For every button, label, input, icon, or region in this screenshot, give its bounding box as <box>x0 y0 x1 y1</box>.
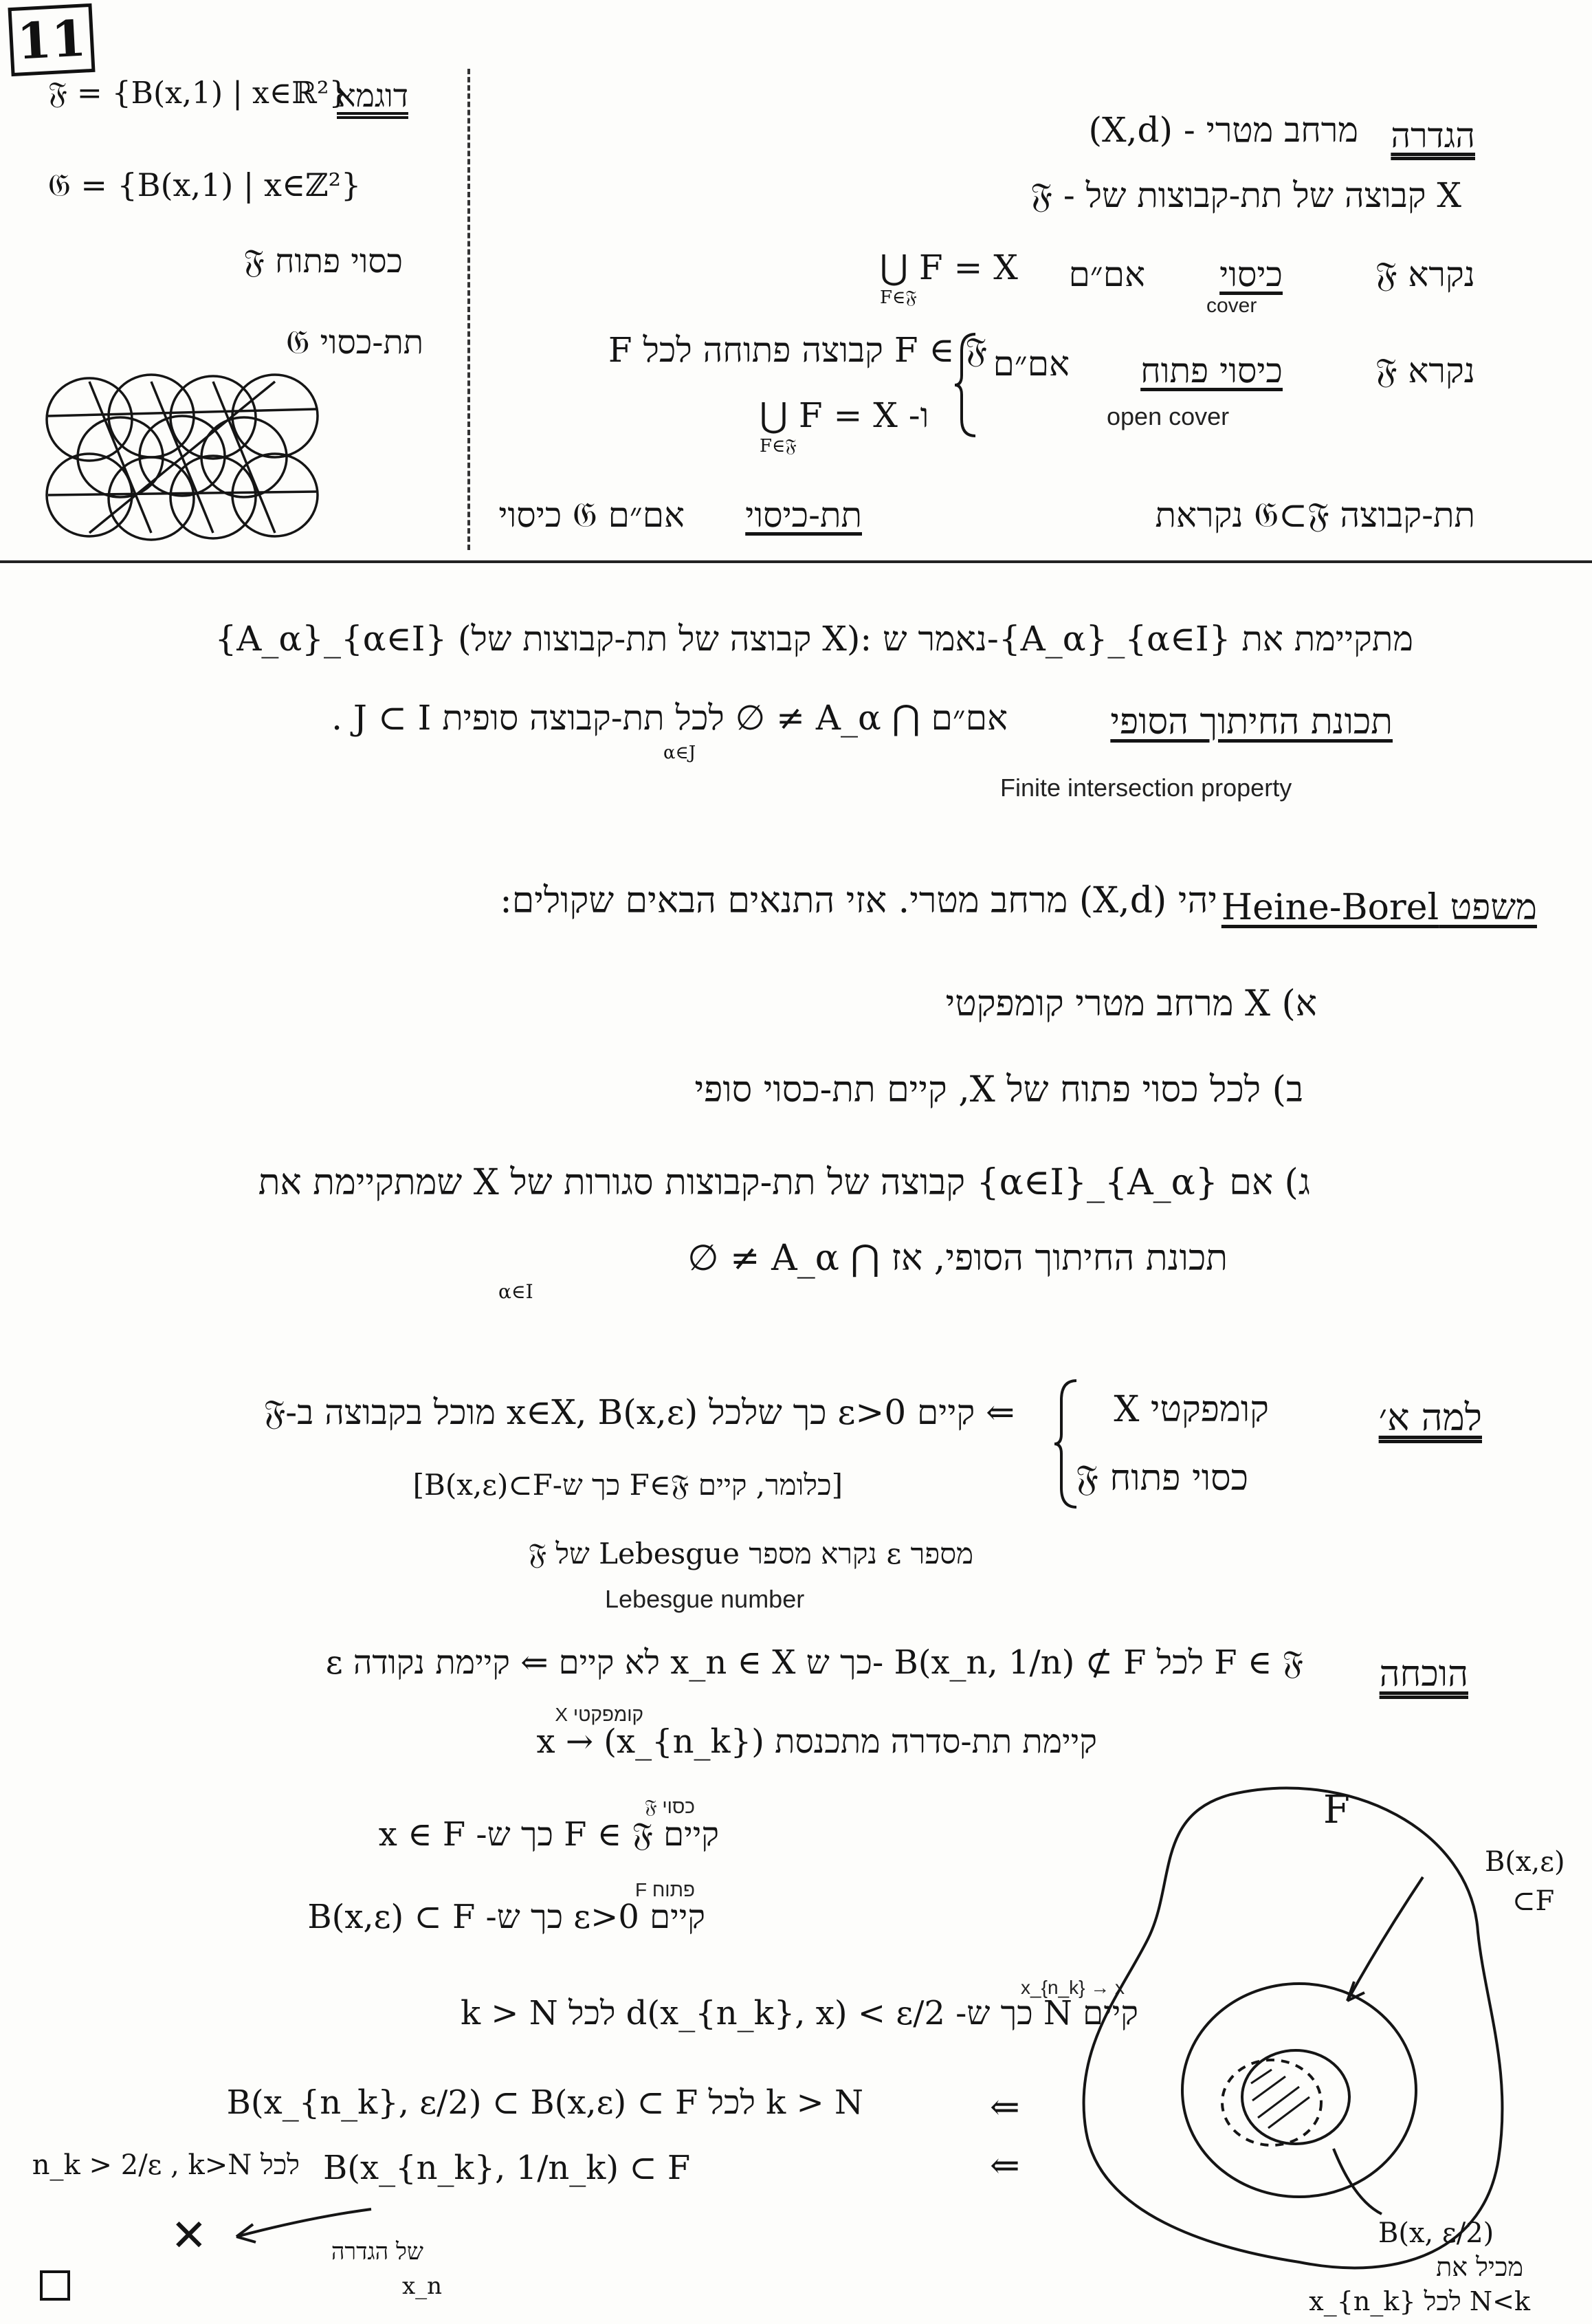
definition-line-3a: 𝔉 נקרא <box>1375 254 1475 294</box>
overlapping-balls-sketch <box>41 368 344 553</box>
fip-index: α∈J <box>663 743 696 763</box>
lemma-hyp-2: 𝔉 כסוי פתוח <box>1076 1458 1248 1499</box>
definition-union-cover: ⋃ F = X <box>880 248 1018 287</box>
definition-line-4a: 𝔉 נקרא <box>1375 351 1475 391</box>
figure-label-ball-half: B(x, ε/2) <box>1378 2217 1494 2249</box>
theorem-line-1: יהי (X,d) מרחב מטרי. אזי התנאים הבאים שקולים: <box>500 880 1217 921</box>
section-divider <box>0 560 1592 563</box>
figure-label-contains-1: מכיל את <box>1436 2252 1523 2282</box>
definition-line-4e-index: F∈𝔉 <box>760 436 797 457</box>
example-family-g: 𝔊 = {B(x,1) | x∈ℤ²} <box>48 166 362 204</box>
definition-line-4d: F קבוצה פתוחה לכל F ∈ 𝔉 <box>608 330 987 370</box>
fip-line-2: אם״ם ⋂ A_α ≠ ∅ לכל תת-קבוצה סופית J ⊂ I . <box>331 698 1008 738</box>
proof-implies-7: ⇐ <box>990 2145 1020 2186</box>
definition-open-cover-term: כיסוי פתוח <box>1140 351 1283 391</box>
figure-label-ball-eps: B(x,ε) <box>1485 1846 1565 1878</box>
proof-label: הוכחה <box>1379 1654 1468 1695</box>
proof-line-5: קיים N כך ש- d(x_{n_k}, x) < ε/2 לכל k > N <box>460 1994 1138 2032</box>
definition-cover-term: כיסוי <box>1219 254 1283 294</box>
definition-union-cover-index: F∈𝔉 <box>880 287 917 308</box>
definition-line-4e: ⋃ F = X -ו <box>760 395 929 435</box>
lebesgue-definition: מספר ε נקרא מספר Lebesgue של 𝔉 <box>528 1537 973 1570</box>
vertical-divider <box>467 69 470 550</box>
page-number: 11 <box>8 3 95 76</box>
definition-line-1: (X,d) - מרחב מטרי <box>1088 110 1358 150</box>
proof-line-7-condition: n_k > 2/ε , k>N לכל <box>32 2149 300 2181</box>
definition-label: הגדרה <box>1391 116 1475 155</box>
proof-line-5-reason: x_{n_k} → x <box>1021 1977 1125 1998</box>
brace-sketch <box>952 330 980 440</box>
fip-english: Finite intersection property <box>1000 774 1292 802</box>
proof-line-2-reason: X קומפקטי <box>555 1704 643 1725</box>
definition-line-2: 𝔉 - קבוצה של תת-קבוצות של X <box>1030 175 1461 215</box>
theorem-item-c-index: α∈I <box>498 1280 533 1303</box>
open-cover-english: open cover <box>1107 402 1230 430</box>
theorem-label: משפט Heine-Borel <box>1221 887 1537 928</box>
contradiction-note-1: של הגדרה <box>331 2238 423 2266</box>
proof-implies-6: ⇐ <box>990 2087 1020 2128</box>
definition-line-5c: אם״ם 𝔊 כיסוי <box>498 495 685 535</box>
theorem-item-a: א) X מרחב מטרי קומפקטי <box>945 983 1317 1024</box>
example-subcover: 𝔊 תת-כסוי <box>286 323 423 362</box>
contradiction-mark: ✕ <box>170 2211 208 2261</box>
cover-english: cover <box>1206 294 1257 317</box>
lemma-conclusion-2: [כלומר, קיים F∈𝔉 כך ש-B(x,ε)⊂F] <box>412 1468 843 1502</box>
figure-label-ball-eps-subset: ⊂F <box>1512 1885 1555 1917</box>
lemma-hyp-1: X קומפקטי <box>1114 1389 1269 1430</box>
definition-line-5a: תת-קבוצה 𝔊⊂𝔉 נקראת <box>1155 495 1475 535</box>
brace-sketch <box>1052 1375 1082 1513</box>
proof-line-3-reason: 𝔉 כסוי <box>644 1796 695 1817</box>
example-label: דוגמא <box>337 77 408 114</box>
example-open-cover: 𝔉 כסוי פתוח <box>243 242 403 281</box>
figure-label-contains-2: x_{n_k} לכל N<k <box>1309 2286 1530 2316</box>
figure-label-f: F <box>1323 1788 1350 1832</box>
proof-line-4: קיים ε>0 כך ש- B(x,ε) ⊂ F <box>307 1898 705 1936</box>
proof-line-4-reason: F פתוח <box>634 1879 695 1900</box>
proof-line-1: ε לא קיים ⇐ קיימת נקודה x_n ∈ X כך ש- B(x_n, 1/n) ⊄ F לכל F ∈ 𝔉 <box>325 1643 1303 1682</box>
theorem-item-b: ב) לכל כסוי פתוח של X, קיים תת-כסוי סופי <box>694 1069 1303 1110</box>
proof-line-6: B(x_{n_k}, ε/2) ⊂ B(x,ε) ⊂ F לכל k > N <box>226 2083 863 2122</box>
example-family-f: 𝔉 = {B(x,1) | x∈ℝ²} <box>48 76 349 111</box>
lemma-label: למה א׳ <box>1378 1396 1482 1439</box>
definition-line-3c: אם״ם <box>1068 254 1145 294</box>
contradiction-note-2: x_n <box>402 2272 443 2300</box>
proof-line-2: קיימת תת-סדרה מתכנסת (x_{n_k}) → x <box>536 1722 1097 1761</box>
theorem-item-c-2: תכונת החיתוך הסופי, אז ⋂ A_α ≠ ∅ <box>687 1238 1228 1279</box>
proof-line-7: B(x_{n_k}, 1/n_k) ⊂ F <box>323 2149 691 2187</box>
lemma-conclusion: ⇐ קיים ε>0 כך שלכל x∈X, B(x,ε) מוכל בקבוצה ב-𝔉 <box>263 1392 1015 1432</box>
definition-line-4c: אם״ם <box>993 344 1070 384</box>
fip-term: תכונת החיתוך הסופי <box>1110 701 1393 743</box>
qed-square <box>40 2270 70 2301</box>
proof-line-3: קיים F ∈ 𝔉 כך ש- x ∈ F <box>378 1815 719 1854</box>
definition-subcover-term: תת-כיסוי <box>745 495 862 535</box>
lebesgue-english: Lebesgue number <box>605 1585 805 1613</box>
fip-line-1: {A_α}_{α∈I} (קבוצה של תת-קבוצות של X): נאמר ש-{A_α}_{α∈I} מתקיימת את <box>214 619 1413 659</box>
theorem-item-c-1: ג) אם {A_α}_{α∈I} קבוצה של תת-קבוצות סגורות של X שמתקיימת את <box>258 1162 1310 1203</box>
